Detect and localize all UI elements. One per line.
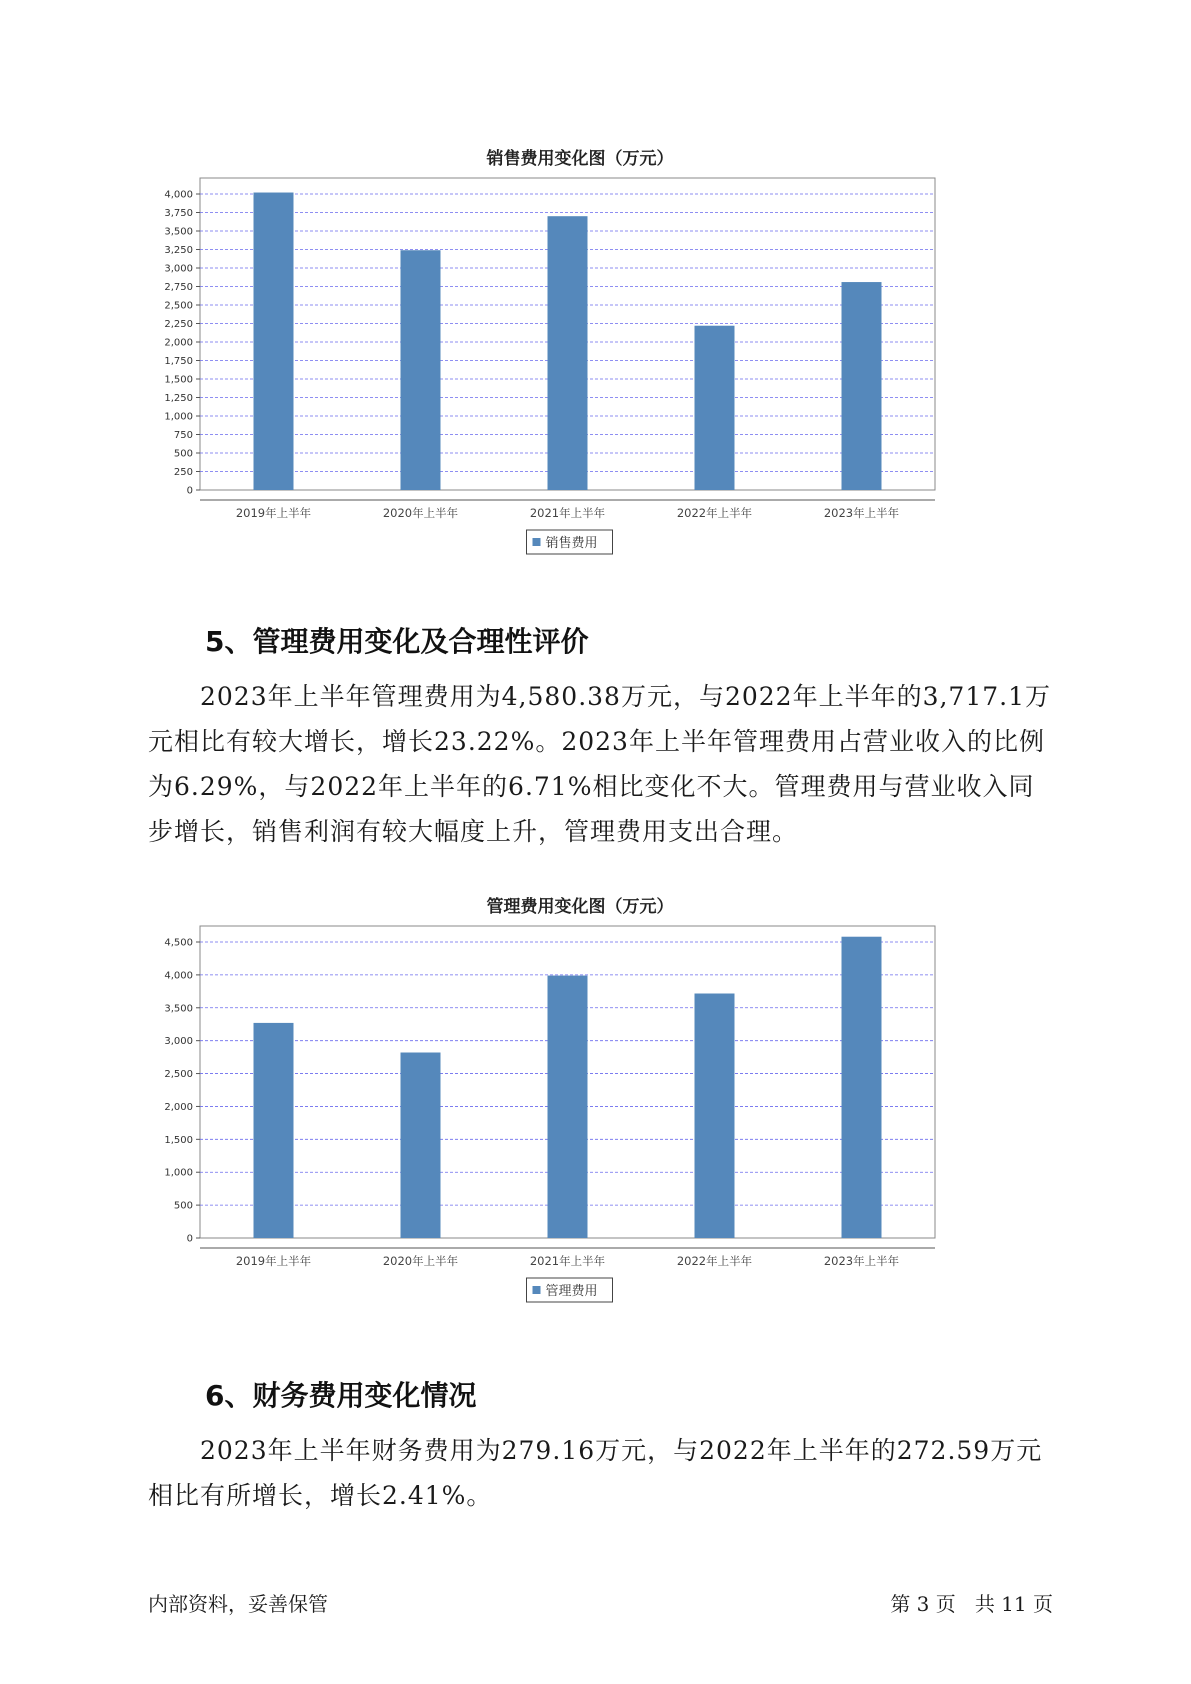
bar bbox=[842, 282, 882, 490]
x-tick-label: 2021年上半年 bbox=[529, 506, 606, 520]
y-tick-label: 500 bbox=[173, 1200, 193, 1212]
y-tick-label: 2,000 bbox=[164, 337, 193, 349]
legend-swatch bbox=[533, 538, 541, 546]
admin-expense-chart bbox=[150, 888, 1010, 1303]
y-tick-label: 1,250 bbox=[164, 393, 193, 404]
x-tick-label: 2019年上半年 bbox=[235, 506, 312, 520]
chart-plot bbox=[150, 918, 1010, 1303]
bar bbox=[254, 1023, 294, 1238]
y-tick-label: 2,500 bbox=[164, 300, 193, 312]
x-tick-label: 2021年上半年 bbox=[529, 1254, 606, 1268]
y-tick-label: 2,750 bbox=[164, 282, 193, 293]
section-6-heading: 6、财务费用变化情况 bbox=[205, 1379, 477, 1412]
y-tick-label: 3,000 bbox=[164, 263, 193, 275]
x-tick-label: 2022年上半年 bbox=[676, 1254, 753, 1268]
y-tick-label: 1,500 bbox=[164, 1134, 193, 1146]
chart-title: 销售费用变化图（万元） bbox=[486, 149, 674, 169]
y-tick-label: 4,000 bbox=[164, 970, 193, 982]
sales-expense-chart bbox=[150, 140, 1010, 555]
section-6-paragraph: 2023年上半年财务费用为279.16万元，与2022年上半年的272.59万元相比有所增长，增长2.41%。 bbox=[148, 1436, 1043, 1510]
section-5-paragraph: 2023年上半年管理费用为4,580.38万元，与2022年上半年的3,717.1万元相比有较大增长，增长23.22%。2023年上半年管理费用占营业收入的比例为6.29%，与2022年上半年的6.71%相比变化不大。管理费用与营业收入同步增长，销售利润有较大幅度上升，管理费用支出合理。 bbox=[148, 682, 1051, 846]
legend-swatch bbox=[533, 1286, 541, 1294]
bar bbox=[842, 937, 882, 1238]
bar bbox=[254, 193, 294, 490]
y-tick-label: 0 bbox=[186, 485, 193, 497]
legend-label: 销售费用 bbox=[545, 536, 598, 551]
y-tick-label: 3,500 bbox=[164, 226, 193, 238]
x-tick-label: 2020年上半年 bbox=[382, 1254, 459, 1268]
bar bbox=[401, 1053, 441, 1238]
bar bbox=[401, 250, 441, 490]
footer-confidential-note: 内部资料，妥善保管 bbox=[148, 1592, 328, 1616]
x-tick-label: 2023年上半年 bbox=[823, 506, 900, 520]
chart-plot bbox=[150, 170, 1010, 555]
y-tick-label: 2,000 bbox=[164, 1101, 193, 1113]
bar bbox=[548, 976, 588, 1238]
y-tick-label: 1,000 bbox=[164, 411, 193, 423]
y-tick-label: 2,500 bbox=[164, 1069, 193, 1081]
y-tick-label: 500 bbox=[173, 448, 193, 460]
x-tick-label: 2023年上半年 bbox=[823, 1254, 900, 1268]
bar bbox=[548, 216, 588, 490]
x-tick-label: 2022年上半年 bbox=[676, 506, 753, 520]
y-tick-label: 1,500 bbox=[164, 374, 193, 386]
bar bbox=[695, 993, 735, 1238]
x-tick-label: 2019年上半年 bbox=[235, 1254, 312, 1268]
y-tick-label: 3,750 bbox=[164, 208, 193, 219]
section-5-heading: 5、管理费用变化及合理性评价 bbox=[205, 625, 589, 658]
y-tick-label: 4,500 bbox=[164, 937, 193, 949]
chart-title: 管理费用变化图（万元） bbox=[486, 897, 674, 917]
y-tick-label: 0 bbox=[186, 1233, 193, 1245]
bar bbox=[695, 326, 735, 490]
y-tick-label: 250 bbox=[173, 467, 193, 478]
x-tick-label: 2020年上半年 bbox=[382, 506, 459, 520]
legend-label: 管理费用 bbox=[545, 1284, 598, 1299]
y-tick-label: 3,000 bbox=[164, 1036, 193, 1048]
y-tick-label: 4,000 bbox=[164, 189, 193, 201]
y-tick-label: 750 bbox=[173, 430, 193, 441]
y-tick-label: 3,250 bbox=[164, 245, 193, 256]
y-tick-label: 3,500 bbox=[164, 1003, 193, 1015]
y-tick-label: 1,750 bbox=[164, 356, 193, 367]
y-tick-label: 2,250 bbox=[164, 319, 193, 330]
footer-page-number: 第 3 页 共 11 页 bbox=[890, 1592, 1053, 1616]
y-tick-label: 1,000 bbox=[164, 1167, 193, 1179]
